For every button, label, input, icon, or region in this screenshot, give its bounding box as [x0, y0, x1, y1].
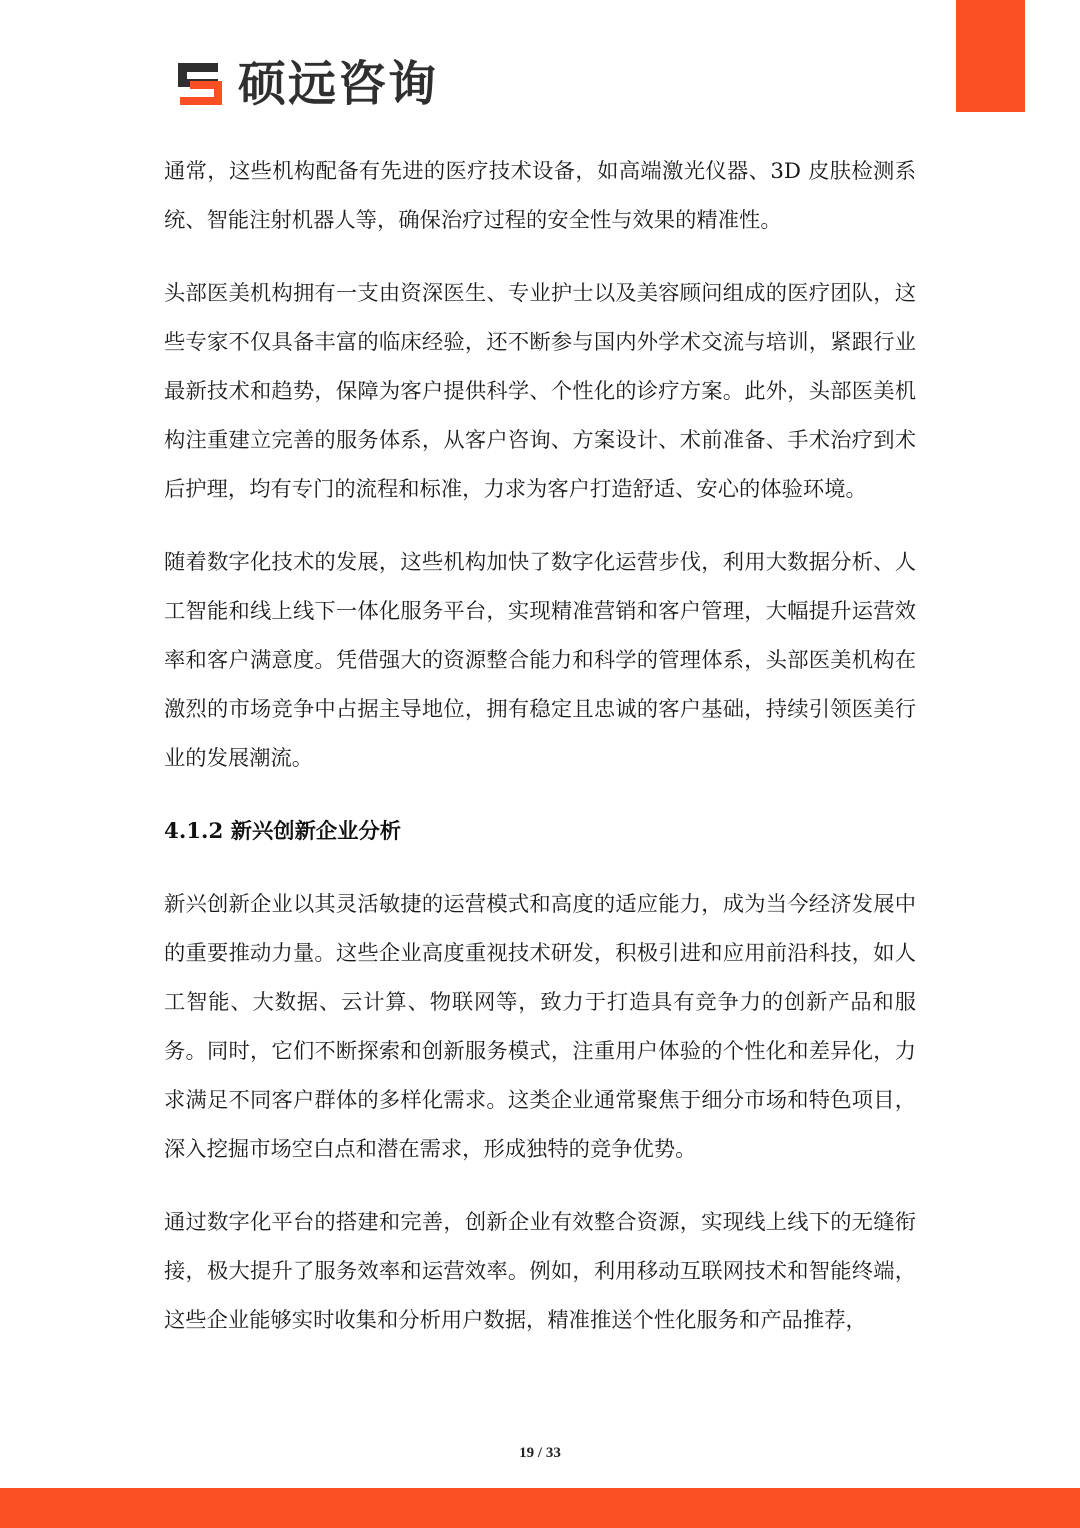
body-paragraph: 通过数字化平台的搭建和完善，创新企业有效整合资源，实现线上线下的无缝衔接，极大提升了服务效率和运营效率。例如，利用移动互联网技术和智能终端，这些企业能够实时收集和分析用户数据，精准推送个性化服务和产品推荐，	[164, 1210, 916, 1333]
section-heading: 4.1.2 新兴创新企业分析	[164, 819, 402, 844]
page-number: 19 / 33	[519, 1445, 561, 1461]
body-paragraph: 新兴创新企业以其灵活敏捷的运营模式和高度的适应能力，成为当今经济发展中的重要推动力量。这些企业高度重视技术研发，积极引进和应用前沿科技，如人工智能、大数据、云计算、物联网等，致力于打造具有竞争力的创新产品和服务。同时，它们不断探索和创新服务模式，注重用户体验的个性化和差异化，力求满足不同客户群体的多样化需求。这类企业通常聚焦于细分市场和特色项目，深入挖掘市场空白点和潜在需求，形成独特的竞争优势。	[164, 892, 916, 1162]
footer-accent-bar	[0, 1488, 1080, 1528]
body-paragraph: 随着数字化技术的发展，这些机构加快了数字化运营步伐，利用大数据分析、人工智能和线上线下一体化服务平台，实现精准营销和客户管理，大幅提升运营效率和客户满意度。凭借强大的资源整合能力和科学的管理体系，头部医美机构在激烈的市场竞争中占据主导地位，拥有稳定且忠诚的客户基础，持续引领医美行业的发展潮流。	[164, 550, 916, 771]
logo-mark-icon	[176, 59, 226, 109]
body-paragraph: 通常，这些机构配备有先进的医疗技术设备，如高端激光仪器、3D 皮肤检测系统、智能注射机器人等，确保治疗过程的安全性与效果的精准性。	[164, 159, 916, 233]
corner-accent-tab	[956, 0, 1025, 112]
document-body	[164, 147, 916, 1369]
logo-text: 硕远咨询	[238, 56, 439, 112]
company-logo	[176, 52, 438, 116]
body-paragraph: 头部医美机构拥有一支由资深医生、专业护士以及美容顾问组成的医疗团队，这些专家不仅具备丰富的临床经验，还不断参与国内外学术交流与培训，紧跟行业最新技术和趋势，保障为客户提供科学、个性化的诊疗方案。此外，头部医美机构注重建立完善的服务体系，从客户咨询、方案设计、术前准备、手术治疗到术后护理，均有专门的流程和标准，力求为客户打造舒适、安心的体验环境。	[164, 281, 916, 502]
